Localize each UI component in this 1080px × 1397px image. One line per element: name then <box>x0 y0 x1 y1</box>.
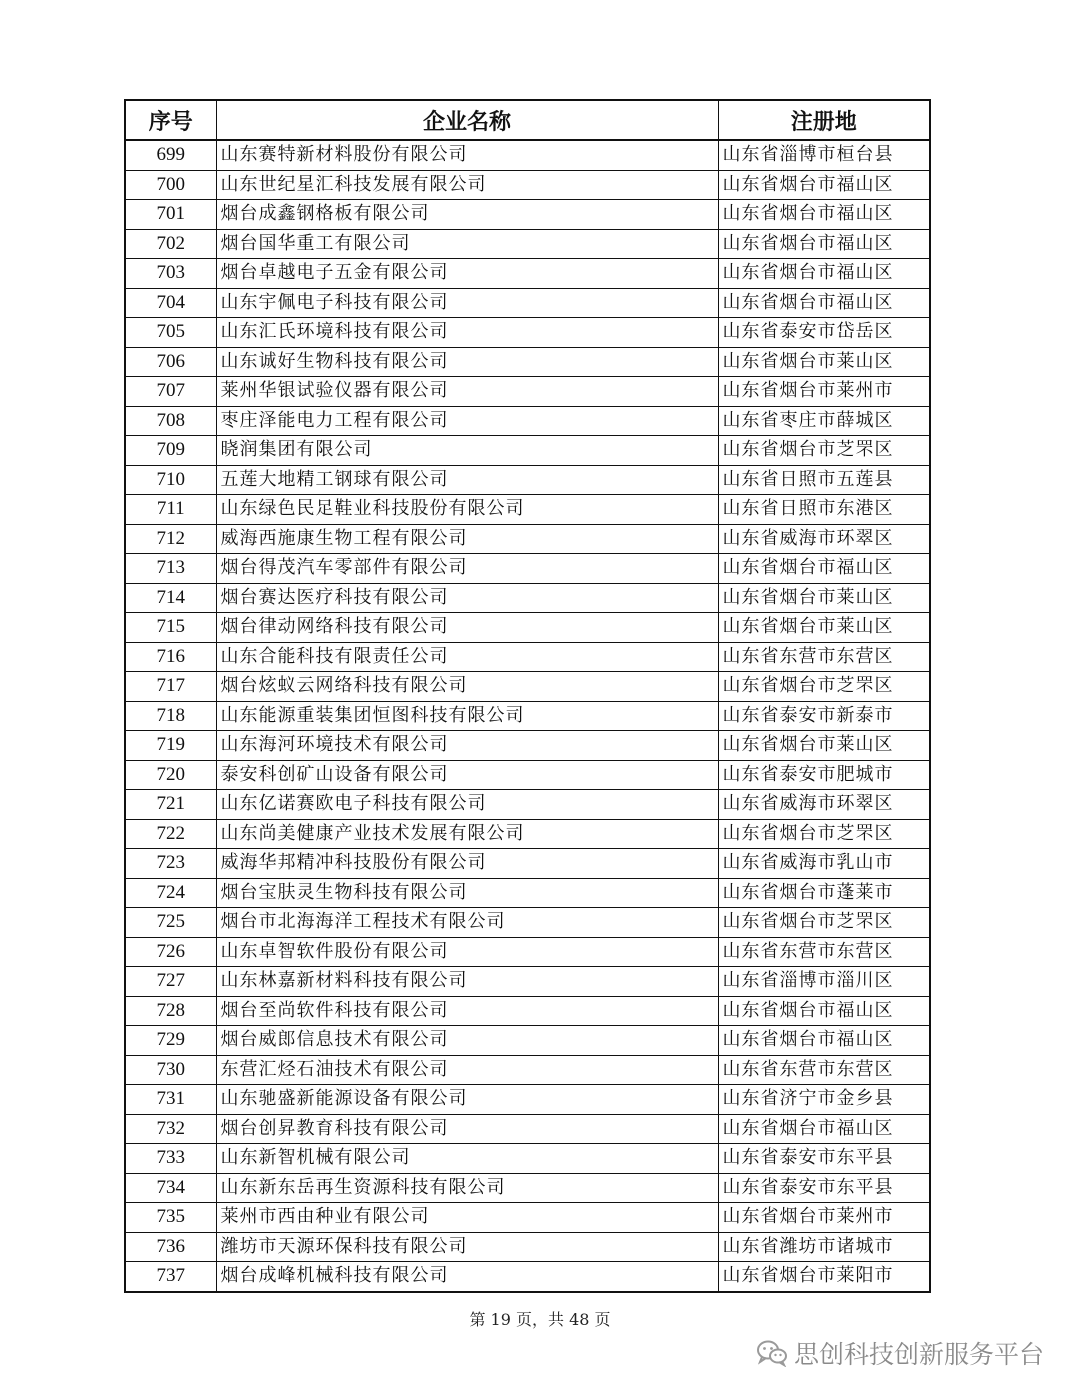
table-row <box>125 849 930 879</box>
cell-registered-place: 山东省日照市东港区 <box>718 495 930 525</box>
cell-company-name: 山东亿诺赛欧电子科技有限公司 <box>216 790 718 820</box>
watermark <box>756 1333 1044 1373</box>
cell-registered-place: 山东省烟台市芝罘区 <box>718 672 930 702</box>
cell-company-name: 枣庄泽能电力工程有限公司 <box>216 406 718 436</box>
cell-registered-place: 山东省淄博市桓台县 <box>718 140 930 170</box>
cell-company-name: 烟台赛达医疗科技有限公司 <box>216 583 718 613</box>
cell-company-name: 烟台创昇教育科技有限公司 <box>216 1114 718 1144</box>
cell-registered-place: 山东省烟台市福山区 <box>718 554 930 584</box>
cell-company-name: 山东林嘉新材料科技有限公司 <box>216 967 718 997</box>
table-row <box>125 1203 930 1233</box>
cell-serial-number: 719 <box>125 731 216 761</box>
cell-registered-place: 山东省烟台市莱山区 <box>718 583 930 613</box>
cell-company-name: 莱州市西由种业有限公司 <box>216 1203 718 1233</box>
table-row <box>125 967 930 997</box>
table-row <box>125 1262 930 1292</box>
watermark-text: 思创科技创新服务平台 <box>793 1340 1044 1369</box>
table-row <box>125 1232 930 1262</box>
table-row <box>125 908 930 938</box>
cell-serial-number: 721 <box>125 790 216 820</box>
cell-registered-place: 山东省烟台市福山区 <box>718 288 930 318</box>
cell-company-name: 威海西施康生物工程有限公司 <box>216 524 718 554</box>
table-row <box>125 760 930 790</box>
table-header-row <box>125 100 930 140</box>
cell-registered-place: 山东省泰安市肥城市 <box>718 760 930 790</box>
table-row <box>125 229 930 259</box>
cell-company-name: 泰安科创矿山设备有限公司 <box>216 760 718 790</box>
cell-serial-number: 728 <box>125 996 216 1026</box>
cell-serial-number: 708 <box>125 406 216 436</box>
cell-registered-place: 山东省烟台市福山区 <box>718 229 930 259</box>
cell-registered-place: 山东省烟台市莱州市 <box>718 377 930 407</box>
cell-registered-place: 山东省烟台市芝罘区 <box>718 819 930 849</box>
table-row <box>125 347 930 377</box>
cell-registered-place: 山东省泰安市新泰市 <box>718 701 930 731</box>
cell-registered-place: 山东省烟台市莱山区 <box>718 347 930 377</box>
cell-registered-place: 山东省烟台市芝罘区 <box>718 436 930 466</box>
cell-registered-place: 山东省威海市乳山市 <box>718 849 930 879</box>
table-row <box>125 613 930 643</box>
table-body <box>125 140 930 1292</box>
cell-company-name: 烟台律动网络科技有限公司 <box>216 613 718 643</box>
cell-serial-number: 722 <box>125 819 216 849</box>
cell-serial-number: 723 <box>125 849 216 879</box>
cell-company-name: 山东世纪星汇科技发展有限公司 <box>216 170 718 200</box>
cell-company-name: 山东能源重装集团恒图科技有限公司 <box>216 701 718 731</box>
cell-company-name: 烟台成鑫钢格板有限公司 <box>216 200 718 230</box>
table-row <box>125 1026 930 1056</box>
table-row <box>125 1114 930 1144</box>
cell-serial-number: 726 <box>125 937 216 967</box>
cell-registered-place: 山东省烟台市莱山区 <box>718 731 930 761</box>
table-row <box>125 318 930 348</box>
table-row <box>125 200 930 230</box>
table-row <box>125 436 930 466</box>
cell-company-name: 烟台国华重工有限公司 <box>216 229 718 259</box>
cell-company-name: 山东合能科技有限责任公司 <box>216 642 718 672</box>
cell-registered-place: 山东省泰安市东平县 <box>718 1144 930 1174</box>
cell-serial-number: 731 <box>125 1085 216 1115</box>
cell-company-name: 莱州华银试验仪器有限公司 <box>216 377 718 407</box>
table-row <box>125 377 930 407</box>
cell-serial-number: 730 <box>125 1055 216 1085</box>
table-row <box>125 259 930 289</box>
table-row <box>125 937 930 967</box>
header-registered-place: 注册地 <box>718 100 930 140</box>
cell-serial-number: 717 <box>125 672 216 702</box>
table-row <box>125 583 930 613</box>
cell-serial-number: 729 <box>125 1026 216 1056</box>
cell-registered-place: 山东省泰安市东平县 <box>718 1173 930 1203</box>
cell-company-name: 山东驰盛新能源设备有限公司 <box>216 1085 718 1115</box>
table-row <box>125 554 930 584</box>
cell-serial-number: 709 <box>125 436 216 466</box>
cell-company-name: 烟台宝肤灵生物科技有限公司 <box>216 878 718 908</box>
cell-company-name: 山东尚美健康产业技术发展有限公司 <box>216 819 718 849</box>
table-row <box>125 465 930 495</box>
table-row <box>125 819 930 849</box>
wechat-icon <box>756 1339 788 1367</box>
cell-company-name: 山东宇佩电子科技有限公司 <box>216 288 718 318</box>
table-row <box>125 878 930 908</box>
cell-company-name: 山东诚好生物科技有限公司 <box>216 347 718 377</box>
cell-company-name: 山东新东岳再生资源科技有限公司 <box>216 1173 718 1203</box>
enterprise-table <box>124 99 931 1293</box>
cell-serial-number: 725 <box>125 908 216 938</box>
table-row <box>125 1173 930 1203</box>
cell-company-name: 烟台至尚软件科技有限公司 <box>216 996 718 1026</box>
cell-company-name: 山东汇氏环境科技有限公司 <box>216 318 718 348</box>
cell-serial-number: 702 <box>125 229 216 259</box>
cell-registered-place: 山东省烟台市福山区 <box>718 1114 930 1144</box>
table-row <box>125 1055 930 1085</box>
cell-registered-place: 山东省泰安市岱岳区 <box>718 318 930 348</box>
cell-registered-place: 山东省潍坊市诸城市 <box>718 1232 930 1262</box>
cell-serial-number: 720 <box>125 760 216 790</box>
cell-company-name: 烟台炫蚁云网络科技有限公司 <box>216 672 718 702</box>
cell-company-name: 烟台威郎信息技术有限公司 <box>216 1026 718 1056</box>
cell-registered-place: 山东省东营市东营区 <box>718 642 930 672</box>
table-row <box>125 731 930 761</box>
table-row <box>125 406 930 436</box>
cell-serial-number: 733 <box>125 1144 216 1174</box>
cell-serial-number: 705 <box>125 318 216 348</box>
cell-registered-place: 山东省烟台市蓬莱市 <box>718 878 930 908</box>
cell-serial-number: 713 <box>125 554 216 584</box>
cell-serial-number: 703 <box>125 259 216 289</box>
cell-company-name: 山东卓智软件股份有限公司 <box>216 937 718 967</box>
cell-serial-number: 707 <box>125 377 216 407</box>
cell-company-name: 烟台市北海海洋工程技术有限公司 <box>216 908 718 938</box>
cell-serial-number: 724 <box>125 878 216 908</box>
cell-registered-place: 山东省东营市东营区 <box>718 1055 930 1085</box>
cell-registered-place: 山东省淄博市淄川区 <box>718 967 930 997</box>
cell-registered-place: 山东省日照市五莲县 <box>718 465 930 495</box>
cell-registered-place: 山东省烟台市福山区 <box>718 170 930 200</box>
cell-registered-place: 山东省烟台市福山区 <box>718 996 930 1026</box>
cell-company-name: 山东新智机械有限公司 <box>216 1144 718 1174</box>
cell-serial-number: 718 <box>125 701 216 731</box>
cell-registered-place: 山东省烟台市莱阳市 <box>718 1262 930 1292</box>
cell-registered-place: 山东省威海市环翠区 <box>718 790 930 820</box>
cell-serial-number: 704 <box>125 288 216 318</box>
cell-serial-number: 732 <box>125 1114 216 1144</box>
table-row <box>125 170 930 200</box>
table-row <box>125 1144 930 1174</box>
page-number-footer: 第 19 页，共 48 页 <box>469 1310 611 1329</box>
cell-serial-number: 700 <box>125 170 216 200</box>
cell-serial-number: 734 <box>125 1173 216 1203</box>
table-row <box>125 672 930 702</box>
cell-registered-place: 山东省烟台市福山区 <box>718 259 930 289</box>
table-row <box>125 288 930 318</box>
cell-serial-number: 736 <box>125 1232 216 1262</box>
cell-serial-number: 715 <box>125 613 216 643</box>
table-row <box>125 140 930 170</box>
cell-registered-place: 山东省烟台市福山区 <box>718 1026 930 1056</box>
cell-company-name: 威海华邦精冲科技股份有限公司 <box>216 849 718 879</box>
cell-registered-place: 山东省威海市环翠区 <box>718 524 930 554</box>
table-row <box>125 790 930 820</box>
cell-company-name: 山东绿色民足鞋业科技股份有限公司 <box>216 495 718 525</box>
cell-serial-number: 716 <box>125 642 216 672</box>
cell-registered-place: 山东省东营市东营区 <box>718 937 930 967</box>
cell-serial-number: 712 <box>125 524 216 554</box>
header-company-name: 企业名称 <box>216 100 718 140</box>
table-row <box>125 996 930 1026</box>
cell-company-name: 五莲大地精工钢球有限公司 <box>216 465 718 495</box>
cell-serial-number: 710 <box>125 465 216 495</box>
cell-company-name: 烟台成峰机械科技有限公司 <box>216 1262 718 1292</box>
cell-serial-number: 727 <box>125 967 216 997</box>
cell-company-name: 烟台得茂汽车零部件有限公司 <box>216 554 718 584</box>
cell-registered-place: 山东省济宁市金乡县 <box>718 1085 930 1115</box>
table-row <box>125 642 930 672</box>
cell-serial-number: 706 <box>125 347 216 377</box>
cell-registered-place: 山东省烟台市福山区 <box>718 200 930 230</box>
cell-company-name: 山东海河环境技术有限公司 <box>216 731 718 761</box>
table-row <box>125 524 930 554</box>
cell-company-name: 晓润集团有限公司 <box>216 436 718 466</box>
cell-registered-place: 山东省烟台市莱州市 <box>718 1203 930 1233</box>
table-row <box>125 1085 930 1115</box>
table-row <box>125 495 930 525</box>
table-row <box>125 701 930 731</box>
cell-registered-place: 山东省枣庄市薛城区 <box>718 406 930 436</box>
cell-registered-place: 山东省烟台市莱山区 <box>718 613 930 643</box>
cell-company-name: 山东赛特新材料股份有限公司 <box>216 140 718 170</box>
header-serial-number: 序号 <box>125 100 216 140</box>
cell-serial-number: 701 <box>125 200 216 230</box>
cell-serial-number: 699 <box>125 140 216 170</box>
cell-company-name: 东营汇烃石油技术有限公司 <box>216 1055 718 1085</box>
cell-company-name: 潍坊市天源环保科技有限公司 <box>216 1232 718 1262</box>
cell-company-name: 烟台卓越电子五金有限公司 <box>216 259 718 289</box>
cell-serial-number: 714 <box>125 583 216 613</box>
cell-serial-number: 735 <box>125 1203 216 1233</box>
cell-serial-number: 711 <box>125 495 216 525</box>
cell-serial-number: 737 <box>125 1262 216 1292</box>
cell-registered-place: 山东省烟台市芝罘区 <box>718 908 930 938</box>
